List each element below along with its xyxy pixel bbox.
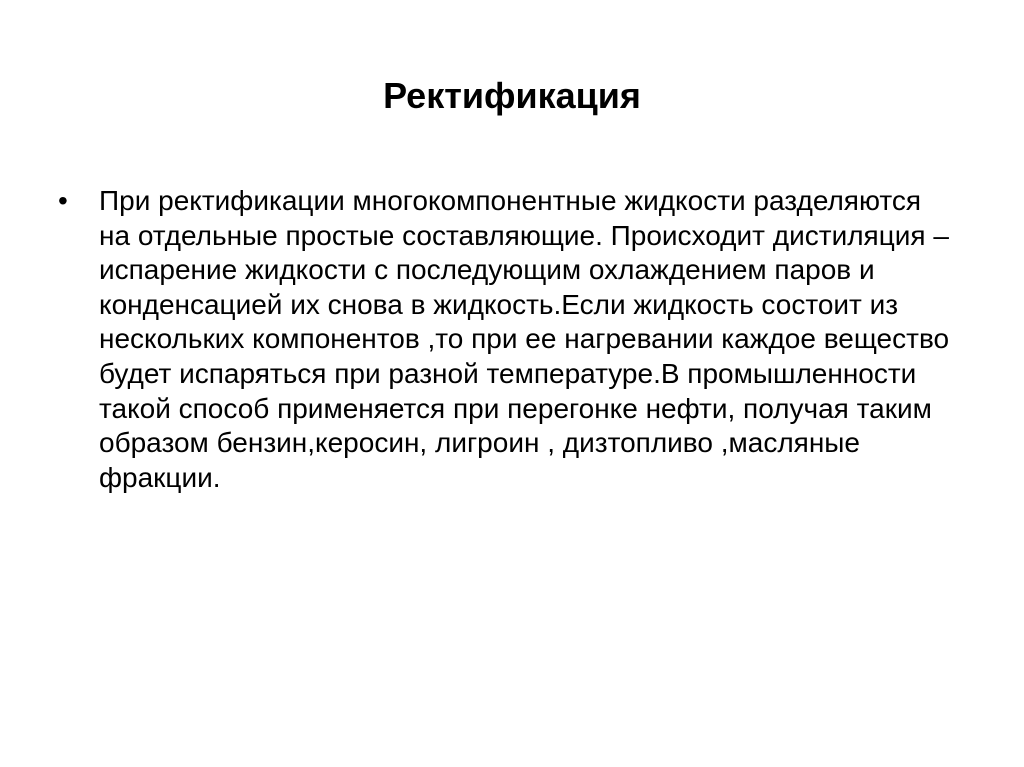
bullet-text-line: нескольких компонентов ,то при ее нагревании каждое вещество bbox=[99, 323, 950, 355]
bullet-text-line: будет испаряться при разной температуре.В промышленности bbox=[99, 357, 917, 389]
bullet-text-line: испарение жидкости с последующим охлаждением паров и bbox=[99, 254, 875, 286]
slide-title: Ректификация bbox=[383, 75, 641, 116]
bullet-list bbox=[58, 184, 978, 495]
bullet-text-line: такой способ применяется при перегонке нефти, получая таким bbox=[99, 392, 932, 424]
bullet-item bbox=[58, 184, 978, 495]
bullet-text-line: конденсацией их снова в жидкость.Если жидкость состоит из bbox=[99, 288, 899, 320]
bullet-text-line: фракции. bbox=[99, 461, 221, 493]
bullet-text-line: на отдельные простые составляющие. Происходит дистиляция – bbox=[99, 219, 949, 251]
bullet-text-line: При ректификации многокомпонентные жидкости разделяются bbox=[99, 185, 922, 216]
bullet-marker-icon: • bbox=[58, 185, 68, 216]
bullet-text-line: образом бензин,керосин, лигроин , дизтопливо ,масляные bbox=[99, 427, 860, 459]
